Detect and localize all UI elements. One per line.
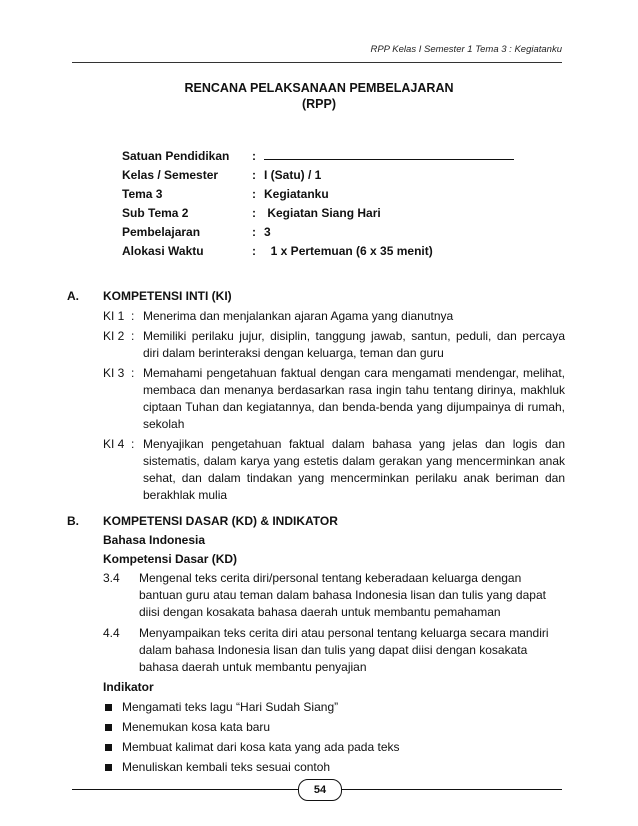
info-row: [122, 185, 514, 204]
ki-colon: :: [131, 309, 135, 323]
square-bullet-icon: [105, 704, 112, 711]
indikator-text: Menuliskan kembali teks sesuai contoh: [122, 760, 331, 774]
ki-colon: :: [131, 437, 135, 451]
kd-item: [103, 625, 567, 676]
indikator-text: Menemukan kosa kata baru: [122, 720, 271, 734]
info-row: [122, 147, 514, 166]
ki-code: KI 1: [103, 309, 125, 323]
square-bullet-icon: [105, 724, 112, 731]
title-line-2: (RPP): [301, 97, 337, 111]
ki-text: Menerima dan menjalankan ajaran Agama yang dianutnya: [143, 309, 454, 323]
info-row: [122, 223, 514, 242]
section-letter: A.: [67, 289, 79, 303]
section-letter: B.: [67, 514, 79, 528]
ki-item: [103, 308, 567, 325]
ki-code: KI 4: [103, 437, 125, 451]
title-line-1: RENCANA PELAKSANAAN PEMBELAJARAN: [184, 81, 454, 95]
info-row: [122, 242, 514, 261]
kd-heading: Kompetensi Dasar (KD): [103, 552, 238, 566]
indikator-text: Mengamati teks lagu “Hari Sudah Siang”: [122, 700, 339, 714]
section-kompetensi-dasar: [67, 513, 567, 779]
subject-heading: Bahasa Indonesia: [103, 533, 206, 547]
info-label: Satuan Pendidikan: [122, 149, 230, 163]
ki-code: KI 3: [103, 366, 125, 380]
info-colon: :: [252, 187, 256, 201]
info-value: Kegiatan Siang Hari: [264, 206, 381, 220]
ki-code: KI 2: [103, 329, 125, 343]
ki-text: Menyajikan pengetahuan faktual dalam bahasa yang jelas dan logis dan sistematis, dalam karya yang estetis dalam gerakan yang mencerminkan anak sehat, dan dalam tindakan yang mencerminkan perilaku anak beriman dan berakhlak mulia: [143, 437, 565, 502]
info-row: [122, 204, 514, 223]
info-colon: :: [252, 244, 256, 258]
ki-item: [103, 436, 567, 504]
ki-text: Memiliki perilaku jujur, disiplin, tanggung jawab, santun, peduli, dan percaya diri dalam berinteraksi dengan keluarga, teman dan guru: [143, 329, 565, 360]
section-heading: [67, 513, 567, 530]
info-label: Kelas / Semester: [122, 168, 219, 182]
info-colon: :: [252, 225, 256, 239]
header-rule: [72, 62, 562, 63]
info-value: Kegiatanku: [264, 187, 329, 201]
identity-table: [122, 147, 514, 261]
square-bullet-icon: [105, 764, 112, 771]
info-row: [122, 166, 514, 185]
section-heading: [67, 288, 567, 305]
indikator-text: Membuat kalimat dari kosa kata yang ada pada teks: [122, 740, 400, 754]
running-header: RPP Kelas I Semester 1 Tema 3 : Kegiatanku: [370, 44, 562, 55]
info-label: Sub Tema 2: [122, 206, 189, 220]
kd-code: 3.4: [103, 571, 120, 585]
info-value: 3: [264, 225, 271, 239]
ki-item: [103, 328, 567, 362]
section-kompetensi-inti: [67, 288, 567, 504]
ki-text: Memahami pengetahuan faktual dengan cara mengamati mendengar, melihat, membaca dan menanya berdasarkan rasa ingin tahu tentang dirinya, makhluk ciptaan Tuhan dan kegiatannya, dan benda-benda yang dijumpainya di rumah, sekolah: [143, 366, 565, 431]
info-colon: :: [252, 168, 256, 182]
ki-colon: :: [131, 366, 135, 380]
info-value: 1 x Pertemuan (6 x 35 menit): [264, 244, 433, 258]
info-label: Tema 3: [122, 187, 163, 201]
ki-item: [103, 365, 567, 433]
page-number: 54: [298, 779, 342, 801]
indikator-heading: Indikator: [103, 680, 154, 694]
square-bullet-icon: [105, 744, 112, 751]
kd-text: Menyampaikan teks cerita diri atau personal tentang keluarga secara mandiri dalam bahasa Indonesia lisan dan tulis yang dapat diisi dengan kosakata bahasa daerah untuk membantu penyajian: [139, 626, 549, 674]
indikator-item: [103, 739, 567, 756]
indikator-item: [103, 719, 567, 736]
info-colon: :: [252, 149, 256, 163]
document-title: [0, 80, 638, 112]
info-label: Alokasi Waktu: [122, 244, 204, 258]
fill-in-line: [264, 147, 514, 160]
section-title: KOMPETENSI INTI (KI): [103, 289, 232, 303]
kd-code: 4.4: [103, 626, 120, 640]
kd-item: [103, 570, 567, 621]
indikator-item: [103, 759, 567, 776]
info-colon: :: [252, 206, 256, 220]
info-value: I (Satu) / 1: [264, 168, 322, 182]
kd-text: Mengenal teks cerita diri/personal tentang keberadaan keluarga dengan bantuan guru atau teman dalam bahasa Indonesia lisan dan tulis yang dapat diisi dengan kosakata bahasa daerah untuk membantu pemahaman: [139, 571, 546, 619]
info-value-blank: [264, 147, 514, 166]
section-title: KOMPETENSI DASAR (KD) & INDIKATOR: [103, 514, 338, 528]
indikator-item: [103, 699, 567, 716]
info-label: Pembelajaran: [122, 225, 201, 239]
ki-colon: :: [131, 329, 135, 343]
